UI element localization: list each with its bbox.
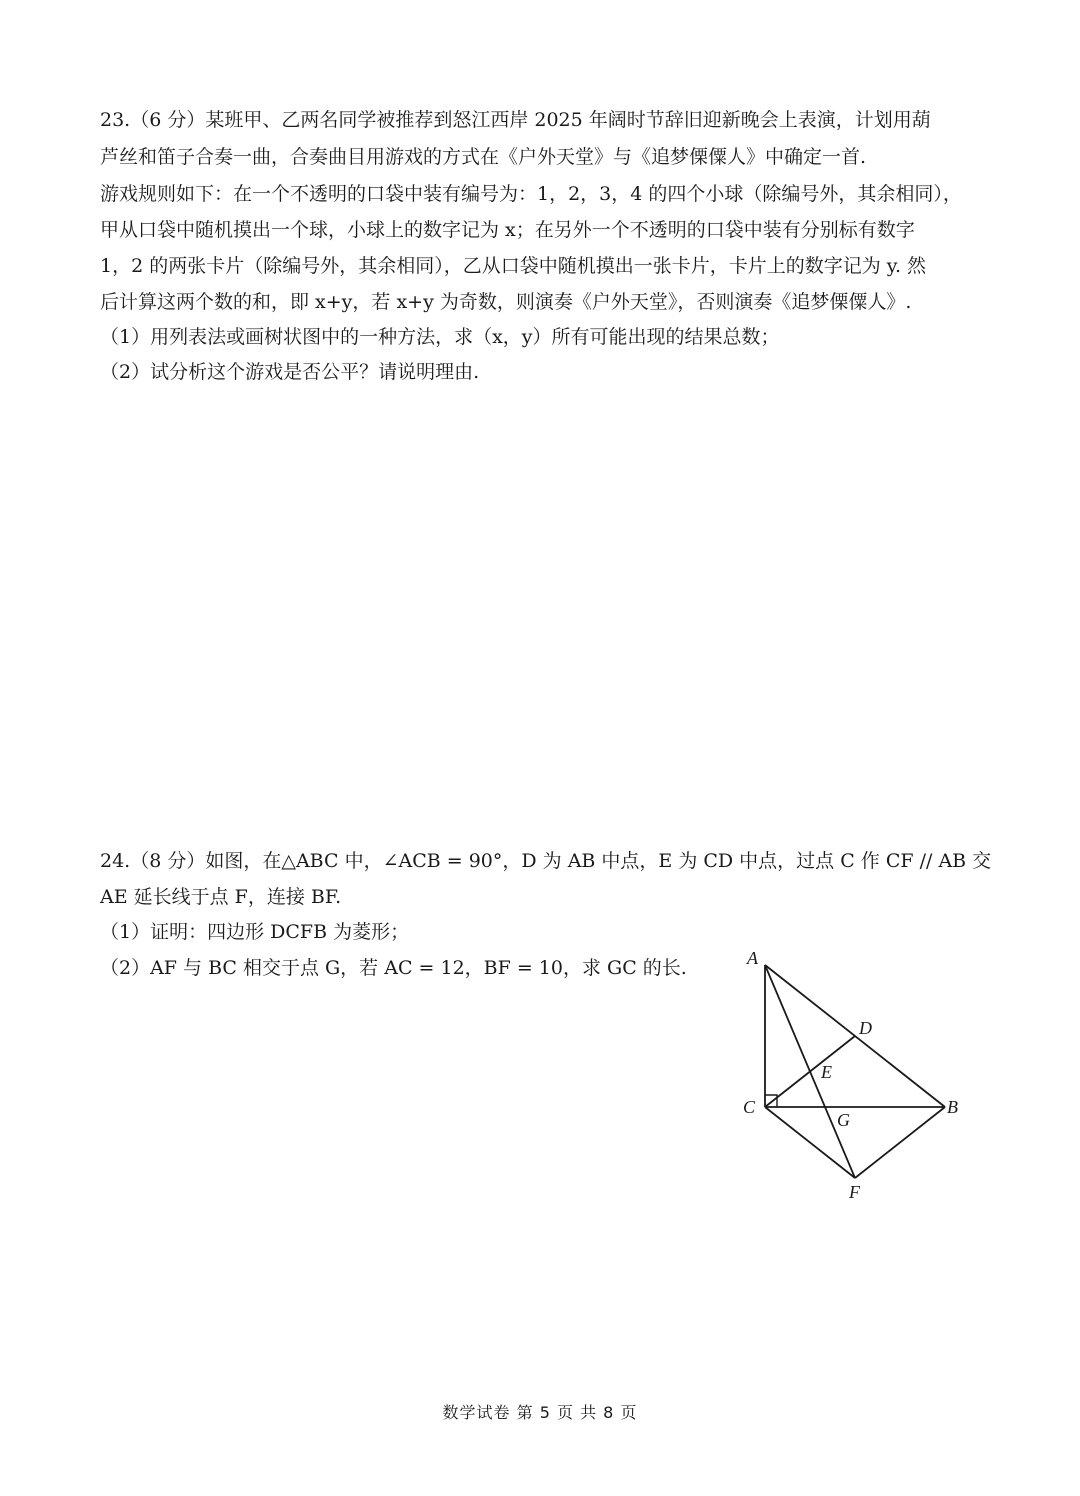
segment-AF: [765, 965, 855, 1178]
geometry-diagram: [735, 940, 980, 1210]
q23-line-2: 芦丝和笛子合奏一曲，合奏曲目用游戏的方式在《户外天堂》与《追梦傈僳人》中确定一首.: [100, 146, 867, 168]
label-F: F: [849, 1182, 860, 1202]
q23-subquestion-2: （2）试分析这个游戏是否公平？请说明理由.: [100, 361, 480, 383]
segment-BF: [855, 1107, 945, 1178]
q23-line-3: 游戏规则如下：在一个不透明的口袋中装有编号为：1，2，3，4 的四个小球（除编号外，其余相同），: [100, 183, 962, 205]
q23-subquestion-1: （1）用列表法或画树状图中的一种方法，求（x，y）所有可能出现的结果总数；: [100, 326, 780, 348]
q24-line-2: AE 延长线于点 F，连接 BF.: [100, 886, 342, 908]
triangle-figure: [735, 940, 980, 1210]
q23-line-4: 甲从口袋中随机摸出一个球，小球上的数字记为 x；在另外一个不透明的口袋中装有分别标有数字: [100, 219, 915, 241]
q24-line-1: 24.（8 分）如图，在△ABC 中，∠ACB = 90°，D 为 AB 中点，E 为 CD 中点，过点 C 作 CF // AB 交: [100, 850, 992, 872]
label-D: D: [859, 1018, 872, 1038]
label-C: C: [743, 1097, 756, 1117]
label-E: E: [821, 1062, 832, 1082]
label-G: G: [837, 1110, 850, 1130]
q24-subquestion-1: （1）证明：四边形 DCFB 为菱形；: [100, 921, 410, 943]
label-A: A: [747, 948, 758, 968]
q23-line-1: 23.（6 分）某班甲、乙两名同学被推荐到怒江西岸 2025 年阔时节辞旧迎新晚会上表演，计划用葫: [100, 109, 931, 131]
q24-subquestion-2: （2）AF 与 BC 相交于点 G，若 AC = 12，BF = 10，求 GC 的长.: [100, 957, 687, 979]
q23-line-6: 后计算这两个数的和，即 x+y，若 x+y 为奇数，则演奏《户外天堂》，否则演奏《追梦傈僳人》.: [100, 291, 912, 313]
q23-line-5: 1，2 的两张卡片（除编号外，其余相同），乙从口袋中随机摸出一张卡片，卡片上的数字记为 y. 然: [100, 255, 927, 277]
page-footer: 数学试卷 第 5 页 共 8 页: [442, 1403, 638, 1422]
label-B: B: [947, 1097, 958, 1117]
